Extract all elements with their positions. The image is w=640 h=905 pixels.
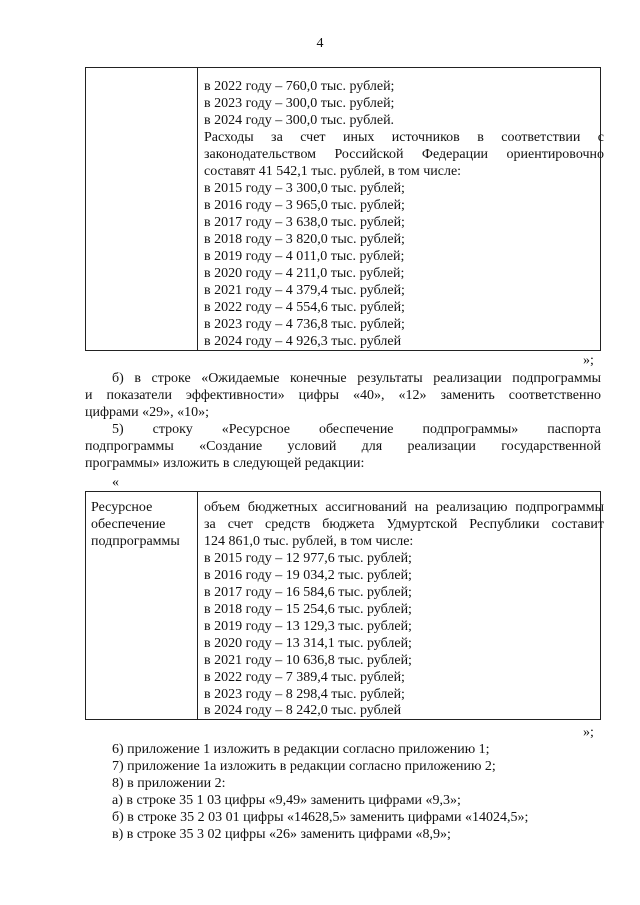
paragraph-b-line: цифрами «29», «10»; xyxy=(85,405,210,420)
year-line: в 2018 году – 3 820,0 тыс. рублей; xyxy=(204,232,405,247)
item-line: а) в строке 35 1 03 цифры «9,49» заменить цифрами «9,3»; xyxy=(112,793,461,808)
table-line: в 2023 году – 300,0 тыс. рублей; xyxy=(204,96,395,111)
table-left-cell xyxy=(86,492,198,719)
table-line: в 2024 году – 300,0 тыс. рублей. xyxy=(204,113,395,128)
year-line: в 2018 году – 15 254,6 тыс. рублей; xyxy=(204,602,412,617)
table-line: в 2022 году – 760,0 тыс. рублей; xyxy=(204,79,395,94)
table-left-cell-empty xyxy=(86,68,198,350)
left-cell-line: подпрограммы xyxy=(91,534,180,549)
year-line: в 2019 году – 13 129,3 тыс. рублей; xyxy=(204,619,412,634)
year-line: в 2019 году – 4 011,0 тыс. рублей; xyxy=(204,249,405,264)
year-line: в 2024 году – 4 926,3 тыс. рублей xyxy=(204,334,402,349)
table-paragraph-line: за счет средств бюджета Удмуртской Республики составит xyxy=(204,517,604,532)
year-line: в 2020 году – 4 211,0 тыс. рублей; xyxy=(204,266,405,281)
item-line: 6) приложение 1 изложить в редакции согласно приложению 1; xyxy=(112,742,490,757)
year-line: в 2021 году – 10 636,8 тыс. рублей; xyxy=(204,653,412,668)
item-line: б) в строке 35 2 03 01 цифры «14628,5» заменить цифрами «14024,5»; xyxy=(112,810,529,825)
page-number: 4 xyxy=(316,36,324,51)
resource-table xyxy=(85,491,604,720)
paragraph-b-line: б) в строке «Ожидаемые конечные результаты реализации подпрограммы xyxy=(112,371,601,386)
paragraph-5-line: подпрограммы «Создание условий для реализации государственной xyxy=(85,439,601,454)
item-line: 7) приложение 1а изложить в редакции согласно приложению 2; xyxy=(112,759,496,774)
year-line: в 2022 году – 7 389,4 тыс. рублей; xyxy=(204,670,405,685)
left-cell-line: Ресурсное xyxy=(91,500,153,515)
year-line: в 2017 году – 16 584,6 тыс. рублей; xyxy=(204,585,412,600)
table-paragraph-line: объем бюджетных ассигнований на реализацию подпрограммы xyxy=(204,500,604,515)
table-paragraph-line: Расходы за счет иных источников в соответствии с xyxy=(204,130,604,145)
paragraph-b-line: и показатели эффективности» цифры «40», «12» заменить соответственно xyxy=(85,388,601,403)
year-line: в 2021 году – 4 379,4 тыс. рублей; xyxy=(204,283,405,298)
table-paragraph-line: составят 41 542,1 тыс. рублей, в том числе: xyxy=(204,164,462,179)
closing-quote: »; xyxy=(583,353,594,368)
table-paragraph-line: законодательством Российской Федерации ориентировочно xyxy=(204,147,604,162)
item-line: в) в строке 35 3 02 цифры «26» заменить цифрами «8,9»; xyxy=(112,827,451,842)
paragraph-5-line: программы» изложить в следующей редакции: xyxy=(85,456,365,471)
year-line: в 2015 году – 3 300,0 тыс. рублей; xyxy=(204,181,405,196)
closing-quote: »; xyxy=(583,725,594,740)
year-line: в 2023 году – 4 736,8 тыс. рублей; xyxy=(204,317,405,332)
year-line: в 2023 году – 8 298,4 тыс. рублей; xyxy=(204,687,405,702)
resource-table-continued xyxy=(85,67,604,351)
opening-quote: « xyxy=(112,475,119,490)
item-line: 8) в приложении 2: xyxy=(112,776,226,791)
year-line: в 2017 году – 3 638,0 тыс. рублей; xyxy=(204,215,405,230)
year-line: в 2015 году – 12 977,6 тыс. рублей; xyxy=(204,551,412,566)
table-right-cell xyxy=(198,492,604,719)
year-line: в 2016 году – 3 965,0 тыс. рублей; xyxy=(204,198,405,213)
year-line: в 2016 году – 19 034,2 тыс. рублей; xyxy=(204,568,412,583)
left-cell-line: обеспечение xyxy=(91,517,166,532)
paragraph-5-line: 5) строку «Ресурсное обеспечение подпрограммы» паспорта xyxy=(112,422,601,437)
table-paragraph-line: 124 861,0 тыс. рублей, в том числе: xyxy=(204,534,414,549)
table-right-cell xyxy=(198,68,604,350)
year-line: в 2024 году – 8 242,0 тыс. рублей xyxy=(204,703,402,718)
year-line: в 2020 году – 13 314,1 тыс. рублей; xyxy=(204,636,412,651)
year-line: в 2022 году – 4 554,6 тыс. рублей; xyxy=(204,300,405,315)
